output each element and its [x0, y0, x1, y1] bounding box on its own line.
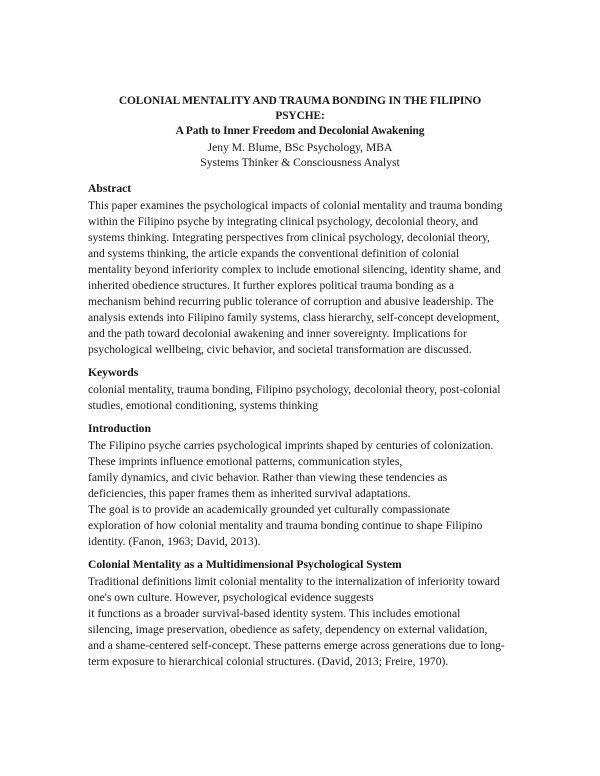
introduction-line: family dynamics, and civic behavior. Rather than viewing these tendencies as — [88, 471, 448, 484]
abstract-line: and systems thinking, the article expands the conventional definition of colonial — [88, 247, 460, 260]
abstract-line: analysis extends into Filipino family systems, class hierarchy, self-concept development, — [88, 311, 500, 324]
introduction-line: exploration of how colonial mentality and trauma bonding continue to shape Filipino — [88, 519, 483, 532]
colonial-mentality-line: Traditional definitions limit colonial mentality to the internalization of inferiority toward — [88, 575, 500, 588]
author-affiliation: Systems Thinker & Consciousness Analyst — [200, 156, 400, 170]
abstract-line: mentality beyond inferiority complex to include emotional silencing, identity shame, and — [88, 263, 501, 276]
keywords-text — [88, 382, 516, 414]
author-name: Jeny M. Blume, BSc Psychology, MBA — [207, 140, 393, 154]
introduction-line: The goal is to provide an academically grounded yet culturally compassionate — [88, 503, 450, 516]
abstract-line: systems thinking. Integrating perspectives from clinical psychology, decolonial theory, — [88, 231, 490, 244]
abstract-text — [88, 198, 516, 358]
abstract-line: This paper examines the psychological impacts of colonial mentality and trauma bonding — [88, 199, 503, 212]
paper-subtitle: A Path to Inner Freedom and Decolonial Awakening — [175, 125, 425, 138]
abstract-line: inherited obedience structures. It further explores political trauma bonding as a — [88, 279, 455, 292]
introduction-line: identity. (Fanon, 1963; David, 2013). — [88, 535, 261, 548]
introduction-line: These imprints influence emotional patterns, communication styles, — [88, 455, 403, 468]
colonial-mentality-line: and a shame-centered self-concept. These patterns emerge across generations due to long- — [88, 639, 505, 652]
abstract-line: within the Filipino psyche by integrating clinical psychology, decolonial theory, and — [88, 215, 479, 228]
colonial-mentality-heading: Colonial Mentality as a Multidimensional Psychological System — [88, 558, 402, 571]
introduction-line: deficiencies, this paper frames them as inherited survival adaptations. — [88, 487, 411, 500]
paper-title-line-2: PSYCHE: — [275, 110, 325, 123]
keywords-line: studies, emotional conditioning, systems thinking — [88, 399, 318, 412]
colonial-mentality-line: one's own culture. However, psychological evidence suggests — [88, 591, 374, 604]
keywords-section — [88, 365, 516, 414]
keywords-line: colonial mentality, trauma bonding, Filipino psychology, decolonial theory, post-colonial — [88, 383, 501, 396]
introduction-text — [88, 438, 516, 550]
colonial-mentality-section — [88, 557, 516, 670]
paper-title-line-1: COLONIAL MENTALITY AND TRAUMA BONDING IN THE FILIPINO — [118, 95, 482, 107]
colonial-mentality-line: silencing, image preservation, obedience as safety, dependency on external validation, — [88, 623, 488, 636]
introduction-line: The Filipino psyche carries psychological imprints shaped by centuries of colonization. — [88, 439, 494, 452]
colonial-mentality-line: term exposure to hierarchical colonial structures. (David, 2013; Freire, 1970). — [88, 655, 449, 668]
abstract-line: and the path toward decolonial awakening and inner sovereignty. Implications for — [88, 327, 467, 340]
introduction-heading: Introduction — [88, 422, 151, 435]
colonial-mentality-line: it functions as a broader survival-based identity system. This includes emotional — [88, 607, 461, 620]
abstract-line: psychological wellbeing, civic behavior, and societal transformation are discussed. — [88, 343, 472, 356]
colonial-mentality-text — [88, 574, 516, 670]
introduction-section — [88, 421, 516, 550]
abstract-line: mechanism behind recurring public tolerance of corruption and abusive leadership. The — [88, 295, 494, 308]
keywords-heading: Keywords — [88, 366, 139, 379]
abstract-section — [88, 181, 516, 358]
abstract-heading: Abstract — [88, 182, 132, 195]
title-block — [88, 94, 512, 171]
paper-body — [88, 181, 516, 677]
